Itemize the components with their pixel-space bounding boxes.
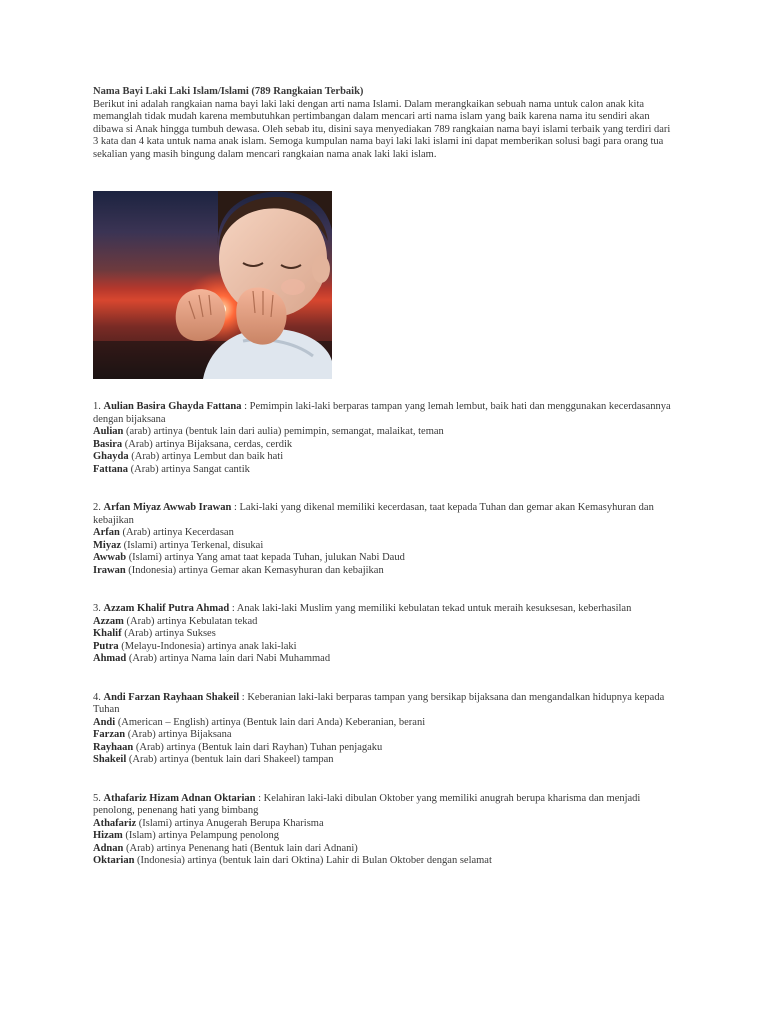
entry-number: 3. bbox=[93, 603, 101, 614]
name-entry bbox=[93, 603, 673, 666]
name-meaning-line bbox=[93, 628, 673, 641]
entry-heading bbox=[93, 793, 673, 818]
name-meaning-line bbox=[93, 818, 673, 831]
name-entry bbox=[93, 793, 673, 868]
name-meaning: (Islami) artinya Yang amat taat kepada Tuhan, julukan Nabi Daud bbox=[126, 552, 405, 563]
entry-description: : Laki-laki yang dikenal memiliki kecerdasan, taat kepada Tuhan dan gemar akan Kemasyhuran dan kebajikan bbox=[93, 502, 654, 526]
name-meaning-line bbox=[93, 729, 673, 742]
name-meaning-line bbox=[93, 540, 673, 553]
name-meaning-line bbox=[93, 717, 673, 730]
name-meaning: (Arab) artinya Lembut dan baik hati bbox=[128, 451, 284, 462]
article bbox=[93, 86, 673, 868]
name-meaning: (Arab) artinya (bentuk lain dari Shakeel) tampan bbox=[126, 754, 334, 765]
name-meaning: (Melayu-Indonesia) artinya anak laki-laki bbox=[118, 640, 297, 652]
entry-number: 5. bbox=[93, 792, 101, 804]
name-meaning-line bbox=[93, 451, 673, 464]
name-meaning: (Arab) artinya Kecerdasan bbox=[119, 527, 234, 538]
name-meaning-line bbox=[93, 552, 673, 565]
name-meaning: (Arab) artinya Sukses bbox=[121, 628, 216, 639]
name-word: Oktarian bbox=[93, 855, 135, 866]
entry-heading bbox=[93, 401, 673, 426]
name-word: Ahmad bbox=[93, 653, 127, 664]
name-word: Hizam bbox=[93, 830, 123, 841]
name-meaning: (Arab) artinya Nama lain dari Nabi Muhammad bbox=[126, 653, 331, 664]
article-title: Nama Bayi Laki Laki Islam/Islami (789 Rangkaian Terbaik) bbox=[93, 86, 364, 97]
name-meaning: (Indonesia) artinya Gemar akan Kemasyhuran dan kebajikan bbox=[125, 564, 384, 576]
entry-full-name: Aulian Basira Ghayda Fattana bbox=[103, 401, 242, 412]
name-meaning: (Arab) artinya (Bentuk lain dari Rayhan) Tuhan penjagaku bbox=[133, 741, 383, 753]
name-list bbox=[93, 401, 673, 868]
entry-number: 1. bbox=[93, 401, 101, 412]
name-meaning: (Arab) artinya Penenang hati (Bentuk lain dari Adnani) bbox=[123, 842, 358, 854]
intro-paragraph: Berikut ini adalah rangkaian nama bayi laki laki dengan arti nama Islami. Dalam merangkaikan sebuah nama untuk calon anak kita memanglah tidak mudah karena membutuhkan pertimbangan dalam mencari arti nama islam yang baik karena nama itu sendiri akan dibawa si Anak hingga tumbuh dewasa. Oleh sebab itu, disini saya menyediakan 789 rangkaian nama bayi islami terbaik yang terdiri dari 3 kata dan 4 kata untuk nama anak islam. Semoga kumpulan nama bayi laki laki islami ini dapat memberikan solusi bagi para orang tua sekalian yang masih bingung dalam mencari rangkaian nama anak laki laki islam. bbox=[93, 98, 671, 160]
name-meaning-line bbox=[93, 855, 673, 868]
name-meaning: (Arab) artinya Sangat cantik bbox=[128, 463, 250, 475]
name-word: Rayhaan bbox=[93, 741, 134, 753]
entry-number: 4. bbox=[93, 691, 101, 703]
entry-full-name: Arfan Miyaz Awwab Irawan bbox=[103, 502, 232, 513]
entry-description: : Kelahiran laki-laki dibulan Oktober yang memiliki anugrah berupa kharisma dan menjadi penolong, penenang hati yang bimbang bbox=[93, 792, 641, 816]
name-word: Azzam bbox=[93, 615, 124, 627]
name-word: Awwab bbox=[93, 552, 127, 563]
name-meaning-line bbox=[93, 830, 673, 843]
name-meaning-line bbox=[93, 641, 673, 654]
name-word: Irawan bbox=[93, 564, 126, 576]
name-word: Farzan bbox=[93, 729, 126, 740]
name-meaning-line bbox=[93, 653, 673, 666]
name-meaning: (American – English) artinya (Bentuk lain dari Anda) Keberanian, berani bbox=[115, 716, 426, 728]
name-word: Adnan bbox=[93, 842, 124, 854]
child-praying-photo bbox=[93, 191, 332, 379]
entry-full-name: Athafariz Hizam Adnan Oktarian bbox=[103, 792, 256, 804]
name-meaning: (Islami) artinya Anugerah Berupa Kharisma bbox=[136, 817, 324, 829]
name-meaning: (Islami) artinya Terkenal, disukai bbox=[121, 539, 264, 551]
name-meaning-line bbox=[93, 439, 673, 452]
entry-heading bbox=[93, 692, 673, 717]
name-meaning-line bbox=[93, 616, 673, 629]
name-entry bbox=[93, 692, 673, 767]
name-word: Shakeil bbox=[93, 754, 127, 765]
name-word: Ghayda bbox=[93, 451, 129, 462]
name-meaning: (arab) artinya (bentuk lain dari aulia) pemimpin, semangat, malaikat, teman bbox=[123, 426, 444, 437]
name-meaning-line bbox=[93, 565, 673, 578]
entry-description: : Pemimpin laki-laki berparas tampan yang lemah lembut, baik hati dan menggunakan kecerdasannya dengan bijaksana bbox=[93, 401, 671, 425]
entry-description: : Keberanian laki-laki berparas tampan yang bersikap bijaksana dan mengandalkan hidupnya kepada Tuhan bbox=[93, 691, 665, 715]
name-word: Putra bbox=[93, 640, 119, 652]
name-meaning: (Indonesia) artinya (bentuk lain dari Oktina) Lahir di Bulan Oktober dengan selamat bbox=[134, 855, 492, 866]
name-meaning: (Islam) artinya Pelampung penolong bbox=[122, 830, 280, 841]
name-meaning-line bbox=[93, 527, 673, 540]
name-entry bbox=[93, 401, 673, 476]
name-word: Andi bbox=[93, 716, 116, 728]
name-meaning-line bbox=[93, 754, 673, 767]
name-meaning-line bbox=[93, 426, 673, 439]
name-word: Basira bbox=[93, 438, 123, 450]
name-word: Miyaz bbox=[93, 539, 121, 551]
name-word: Aulian bbox=[93, 426, 124, 437]
name-entry bbox=[93, 502, 673, 577]
child-praying-illustration bbox=[93, 191, 332, 379]
entry-heading bbox=[93, 603, 673, 616]
name-meaning-line bbox=[93, 742, 673, 755]
name-word: Fattana bbox=[93, 463, 128, 475]
name-word: Athafariz bbox=[93, 817, 137, 829]
entry-description: : Anak laki-laki Muslim yang memiliki kebulatan tekad untuk meraih kesuksesan, keberhasilan bbox=[229, 603, 632, 614]
name-meaning: (Arab) artinya Bijaksana, cerdas, cerdik bbox=[122, 438, 293, 450]
name-word: Khalif bbox=[93, 628, 122, 639]
entry-heading bbox=[93, 502, 673, 527]
name-word: Arfan bbox=[93, 527, 120, 538]
entry-number: 2. bbox=[93, 502, 101, 513]
name-meaning: (Arab) artinya Kebulatan tekad bbox=[123, 615, 258, 627]
name-meaning-line bbox=[93, 843, 673, 856]
entry-full-name: Andi Farzan Rayhaan Shakeil bbox=[103, 691, 240, 703]
name-meaning: (Arab) artinya Bijaksana bbox=[125, 729, 232, 740]
name-meaning-line bbox=[93, 464, 673, 477]
entry-full-name: Azzam Khalif Putra Ahmad bbox=[103, 603, 230, 614]
